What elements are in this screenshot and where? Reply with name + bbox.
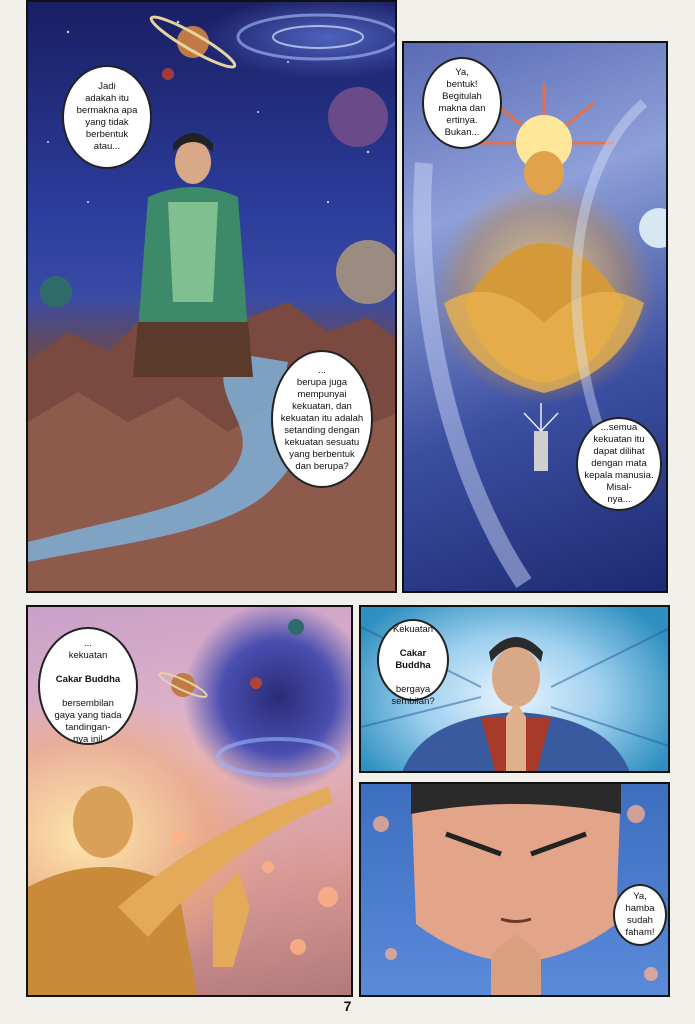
speech-text: Ya, bentuk! Begitulah makna dan ertinya. Bukan... bbox=[438, 67, 486, 138]
speech-text: ...semua kekuatan itu dapat dilihat dengan mata kepala manusia. Misal- nya... bbox=[584, 422, 654, 505]
speech-text: Ya, hamba sudah faham! bbox=[625, 891, 655, 938]
speech-bubble bbox=[576, 417, 662, 511]
panel-praying-man bbox=[359, 605, 670, 773]
speech-text: Kekuatan Cakar Buddha bergaya sembilan? bbox=[391, 624, 435, 707]
speech-emphasis: Cakar Buddha bbox=[395, 648, 431, 671]
speech-emphasis: Cakar Buddha bbox=[55, 674, 121, 685]
page-number: 7 bbox=[343, 998, 352, 1014]
speech-bubble bbox=[377, 619, 449, 707]
panel-space-mountains bbox=[26, 0, 397, 593]
speech-text: ... berupa juga mempunyai kekuatan, dan kekuatan itu adalah setanding dengan kekuatan sesuatu yang berbentuk dan berupa? bbox=[280, 365, 364, 472]
speech-bubble bbox=[38, 627, 138, 745]
speech-text: ... kekuatan Cakar Buddha bersembilan gaya yang tiada tandingan- nya ini! bbox=[54, 638, 122, 745]
speech-bubble bbox=[271, 350, 373, 488]
panel-buddha-galaxy bbox=[26, 605, 353, 997]
panel-glowing-buddha bbox=[402, 41, 668, 593]
speech-bubble bbox=[62, 65, 152, 169]
panel-face-closeup bbox=[359, 782, 670, 997]
speech-bubble bbox=[613, 884, 667, 946]
speech-text: Jadi adakah itu bermakna apa yang tidak berbentuk atau... bbox=[76, 81, 138, 152]
speech-bubble bbox=[422, 57, 502, 149]
